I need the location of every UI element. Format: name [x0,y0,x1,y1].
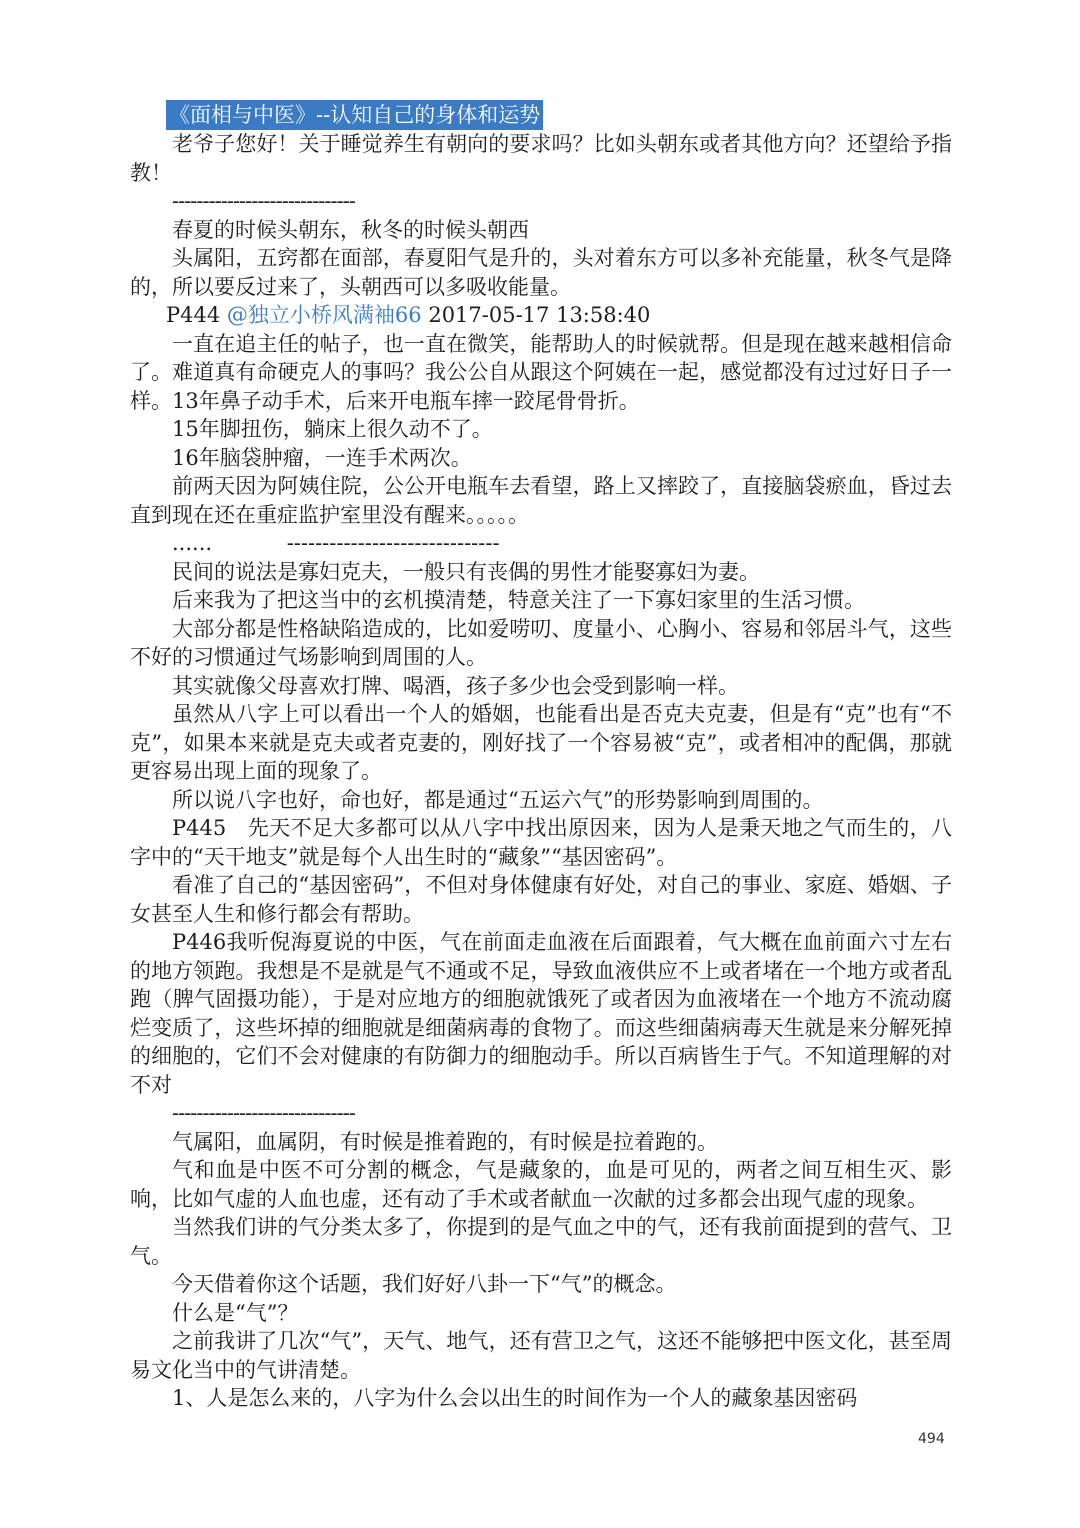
answer-paragraph: 之前我讲了几次“气”，天气、地气，还有营卫之气，这还不能够把中医文化，甚至周易文化当中的气讲清楚。 [130,1329,952,1382]
answer-paragraph: 气属阳，血属阴，有时候是推着跑的，有时候是拉着跑的。 [172,1129,718,1154]
separator-dashes: ------------------------------ [286,531,500,555]
answer-paragraph: 春夏的时候头朝东，秋冬的时候头朝西 [172,217,529,242]
question-paragraph: 16年脑袋肿瘤，一连手术两次。 [172,445,472,470]
post-paragraph: 看准了自己的“基因密码”，不但对身体健康有好处，对自己的事业、家庭、婚姻、子女甚至人生和修行都会有帮助。 [130,873,952,926]
post-paragraph: P445 先天不足大多都可以从八字中找出原因来，因为人是秉天地之气而生的，八字中的“天干地支”就是每个人出生时的“藏象”“基因密码”。 [130,816,952,869]
question-paragraph: 老爷子您好！关于睡觉养生有朝向的要求吗？比如头朝东或者其他方向？还望给予指教！ [130,132,952,185]
answer-paragraph: 今天借着你这个话题，我们好好八卦一下“气”的概念。 [172,1272,677,1296]
question-paragraph: 一直在追主任的帖子，也一直在微笑，能帮助人的时候就帮。但是现在越来越相信命了。难道真有命硬克人的事吗？我公公自从跟这个阿姨在一起，感觉都没有过过好日子一样。13年鼻子动手术，后来开电瓶车摔一跤尾骨骨折。 [130,331,952,413]
separator-line: ------------------------------ [172,189,355,213]
post-timestamp: 2017-05-17 13:58:40 [428,303,651,327]
post-meta [166,301,952,330]
question-paragraph: P446我听倪海夏说的中医，气在前面走血液在后面跟着，气大概在血前面六寸左右的地方领跑。我想是不是就是气不通或不足，导致血液供应不上或者堵在一个地方或者乱跑（脾气固摄功能），于是对应地方的细胞就饿死了或者因为血液堵在一个地方不流动腐烂变质了，这些坏掉的细胞就是细菌病毒的食物了。而这些细菌病毒天生就是来分解死掉的细胞的，它们不会对健康的有防御力的细胞动手。所以百病皆生于气。不知道理解的对不对 [130,930,952,1097]
answer-paragraph: 大部分都是性格缺陷造成的，比如爱唠叨、度量小、心胸小、容易和邻居斗气，这些不好的习惯通过气场影响到周围的人。 [130,616,952,669]
separator-line: ------------------------------ [172,1101,355,1125]
answer-paragraph: 1、人是怎么来的，八字为什么会以出生的时间作为一个人的藏象基因密码 [172,1386,858,1410]
answer-paragraph: 什么是“气”？ [172,1300,299,1325]
answer-paragraph: 气和血是中医不可分割的概念，气是藏象的，血是可见的，两者之间互相生灭、影响，比如气虚的人血也虚，还有动了手术或者献血一次献的过多都会出现气虚的现象。 [130,1158,952,1211]
answer-paragraph: 后来我为了把这当中的玄机摸清楚，特意关注了一下寡妇家里的生活习惯。 [172,588,865,612]
question-paragraph: 前两天因为阿姨住院，公公开电瓶车去看望，路上又摔跤了，直接脑袋瘀血，昏过去直到现在还在重症监护室里没有醒来。。。。。 [130,474,952,527]
separator-dots: ...... [172,531,213,555]
user-handle: @独立小桥风满袖66 [226,303,422,327]
page-number: 494 [918,1431,945,1447]
answer-paragraph: 虽然从八字上可以看出一个人的婚姻，也能看出是否克夫克妻，但是有“克”也有“不克”，如果本来就是克夫或者克妻的，刚好找了一个容易被“克”，或者相冲的配偶，那就更容易出现上面的现象了。 [130,702,952,783]
post-label: P444 [166,303,221,327]
question-paragraph: 15年脚扭伤，躺床上很久动不了。 [172,417,493,441]
answer-paragraph: 当然我们讲的气分类太多了，你提到的是气血之中的气，还有我前面提到的营气、卫气。 [130,1215,952,1268]
answer-paragraph: 所以说八字也好，命也好，都是通过“五运六气”的形势影响到周围的。 [172,787,824,812]
separator-line [172,529,952,558]
answer-paragraph: 民间的说法是寡妇克夫，一般只有丧偶的男性才能娶寡妇为妻。 [172,559,760,584]
title-line [130,100,952,130]
document-title: 《面相与中医》--认知自己的身体和运势 [166,100,543,130]
document-body [130,100,952,1413]
answer-paragraph: 头属阳，五窍都在面部，春夏阳气是升的，头对着东方可以多补充能量，秋冬气是降的，所以要反过来了，头朝西可以多吸收能量。 [130,246,952,299]
answer-paragraph: 其实就像父母喜欢打牌、喝酒，孩子多少也会受到影响一样。 [172,673,739,698]
